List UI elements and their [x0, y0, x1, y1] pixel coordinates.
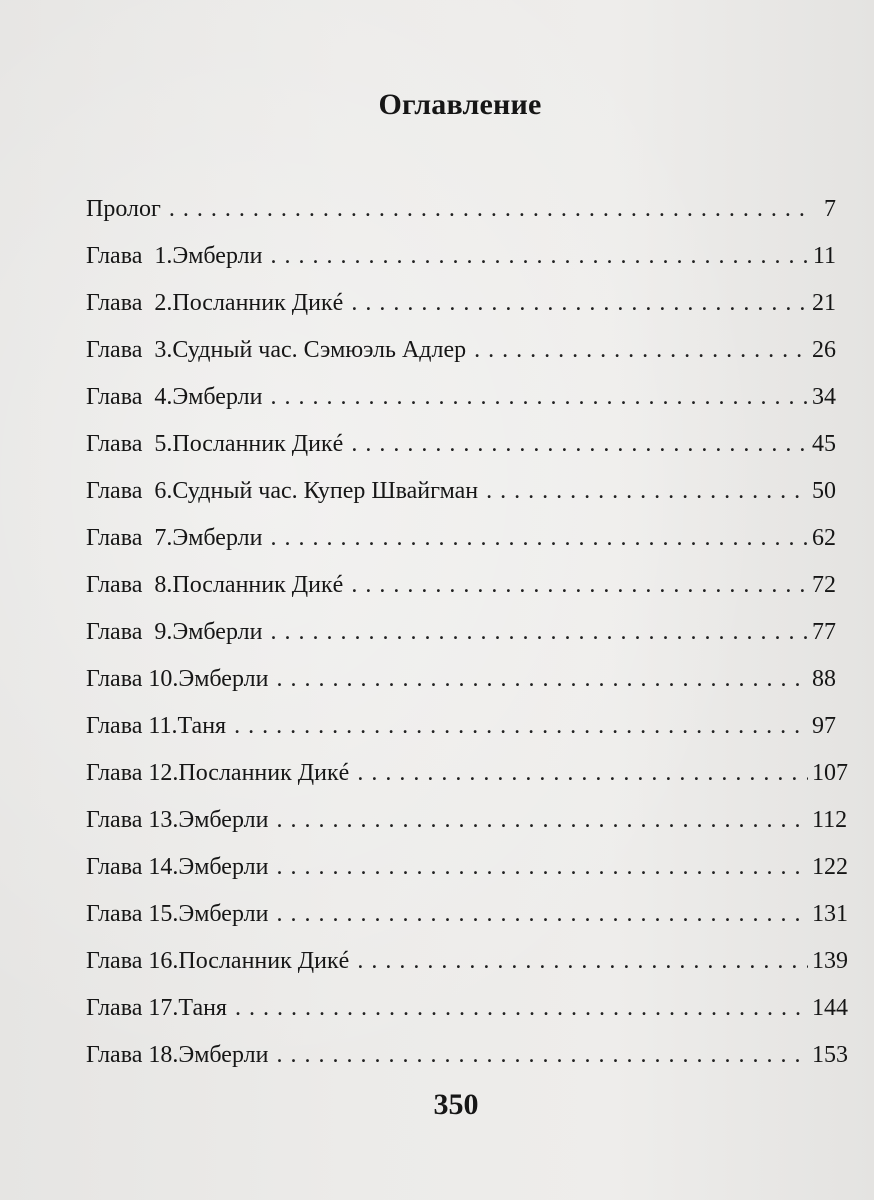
dot-leader	[270, 609, 808, 656]
dot-leader	[276, 844, 808, 891]
toc-entry-title: Эмберли	[172, 384, 263, 410]
toc-entry-title: Эмберли	[178, 901, 269, 927]
dot-leader	[270, 515, 808, 562]
toc-entry-page: 88	[812, 666, 836, 692]
toc-entry-chapter: Глава 14.	[86, 854, 179, 880]
toc-entry	[86, 703, 836, 750]
toc-entry	[86, 985, 848, 1032]
toc-entry-chapter: Глава 3.	[86, 337, 173, 363]
toc-entry-page: 144	[812, 995, 848, 1021]
toc-entry-title: Посланник Дикé	[172, 572, 344, 598]
toc-entry-chapter: Глава 15.	[86, 901, 179, 927]
dot-leader	[351, 562, 808, 609]
dot-leader	[357, 750, 808, 797]
toc-entry	[86, 844, 848, 891]
dot-leader	[351, 280, 808, 327]
toc-entry-title: Судный час. Сэмюэль Адлер	[172, 337, 467, 363]
toc-entry-page: 50	[812, 478, 836, 504]
toc-entry-title: Эмберли	[178, 666, 269, 692]
toc-entry-chapter: Глава 5.	[86, 431, 173, 457]
toc-entry-page: 131	[812, 901, 848, 927]
dot-leader	[234, 703, 808, 750]
toc-entry-prolog	[86, 186, 836, 233]
toc-entry-chapter: Глава 6.	[86, 478, 173, 504]
toc-entry-page: 45	[812, 431, 836, 457]
toc-entry-title: Эмберли	[178, 807, 269, 833]
toc-entry-title: Посланник Дикé	[178, 948, 350, 974]
toc-entry	[86, 421, 836, 468]
toc-entry-title: Пролог	[86, 196, 161, 222]
toc-entry-chapter: Глава 17.	[86, 995, 179, 1021]
toc-entry-title: Эмберли	[172, 525, 263, 551]
toc-entry-page: 34	[812, 384, 836, 410]
dot-leader	[357, 938, 808, 985]
toc-entry	[86, 327, 836, 374]
toc-entry	[86, 891, 848, 938]
toc-entry-title: Посланник Дикé	[178, 760, 350, 786]
toc-entry-page: 153	[812, 1042, 848, 1068]
page-number: 350	[433, 1088, 479, 1121]
toc-entry	[86, 562, 836, 609]
toc-entry-chapter: Глава 1.	[86, 243, 173, 269]
toc-heading: Оглавление	[378, 88, 542, 121]
toc-entry	[86, 515, 836, 562]
toc-entry	[86, 374, 836, 421]
toc-entry-title: Таня	[178, 995, 227, 1021]
toc-entry-title: Эмберли	[178, 1042, 269, 1068]
toc-entry-page: 26	[812, 337, 836, 363]
toc-entry-page: 11	[812, 243, 836, 269]
toc-entry	[86, 750, 848, 797]
dot-leader	[351, 421, 808, 468]
toc-entry-page: 77	[812, 619, 836, 645]
dot-leader	[270, 374, 808, 421]
toc-entry-chapter: Глава 16.	[86, 948, 179, 974]
toc-entry-page: 139	[812, 948, 848, 974]
toc-entry-page: 97	[812, 713, 836, 739]
toc-entry	[86, 1032, 848, 1079]
dot-leader	[276, 656, 808, 703]
toc-entry-title: Посланник Дикé	[172, 431, 344, 457]
dot-leader	[276, 797, 808, 844]
toc-entry-chapter: Глава 7.	[86, 525, 173, 551]
toc-entry-chapter: Глава 8.	[86, 572, 173, 598]
toc-entry-page: 107	[812, 760, 848, 786]
toc-entry-chapter: Глава 18.	[86, 1042, 179, 1068]
toc-entry-page: 7	[824, 196, 836, 222]
toc-entry	[86, 797, 848, 844]
dot-leader	[474, 327, 808, 374]
dot-leader	[235, 985, 808, 1032]
dot-leader	[486, 468, 808, 515]
toc-entry-title: Посланник Дикé	[172, 290, 344, 316]
toc-entry-page: 21	[812, 290, 836, 316]
dot-leader	[270, 233, 808, 280]
toc-entry	[86, 609, 836, 656]
toc-entry-page: 62	[812, 525, 836, 551]
dot-leader	[276, 1032, 808, 1079]
toc-entry	[86, 938, 848, 985]
toc-entry	[86, 233, 836, 280]
toc-entry	[86, 468, 836, 515]
toc-entry-chapter: Глава 12.	[86, 760, 179, 786]
dot-leader	[276, 891, 808, 938]
toc-entry-title: Эмберли	[172, 243, 263, 269]
toc-entry-page: 122	[812, 854, 848, 880]
toc-entry-chapter: Глава 2.	[86, 290, 173, 316]
toc-entry	[86, 656, 836, 703]
toc-entry-chapter: Глава 13.	[86, 807, 179, 833]
toc-entry-page: 112	[812, 807, 848, 833]
toc-entry-title: Судный час. Купер Швайгман	[172, 478, 479, 504]
toc-entry-title: Таня	[177, 713, 227, 739]
toc-list	[86, 186, 848, 1079]
dot-leader	[169, 186, 808, 233]
toc-entry-chapter: Глава 10.	[86, 666, 179, 692]
toc-entry-chapter: Глава 11.	[86, 713, 178, 739]
toc-entry-chapter: Глава 4.	[86, 384, 173, 410]
toc-entry-page: 72	[812, 572, 836, 598]
toc-entry-chapter: Глава 9.	[86, 619, 173, 645]
toc-entry	[86, 280, 836, 327]
toc-entry-title: Эмберли	[172, 619, 263, 645]
toc-entry-title: Эмберли	[178, 854, 269, 880]
